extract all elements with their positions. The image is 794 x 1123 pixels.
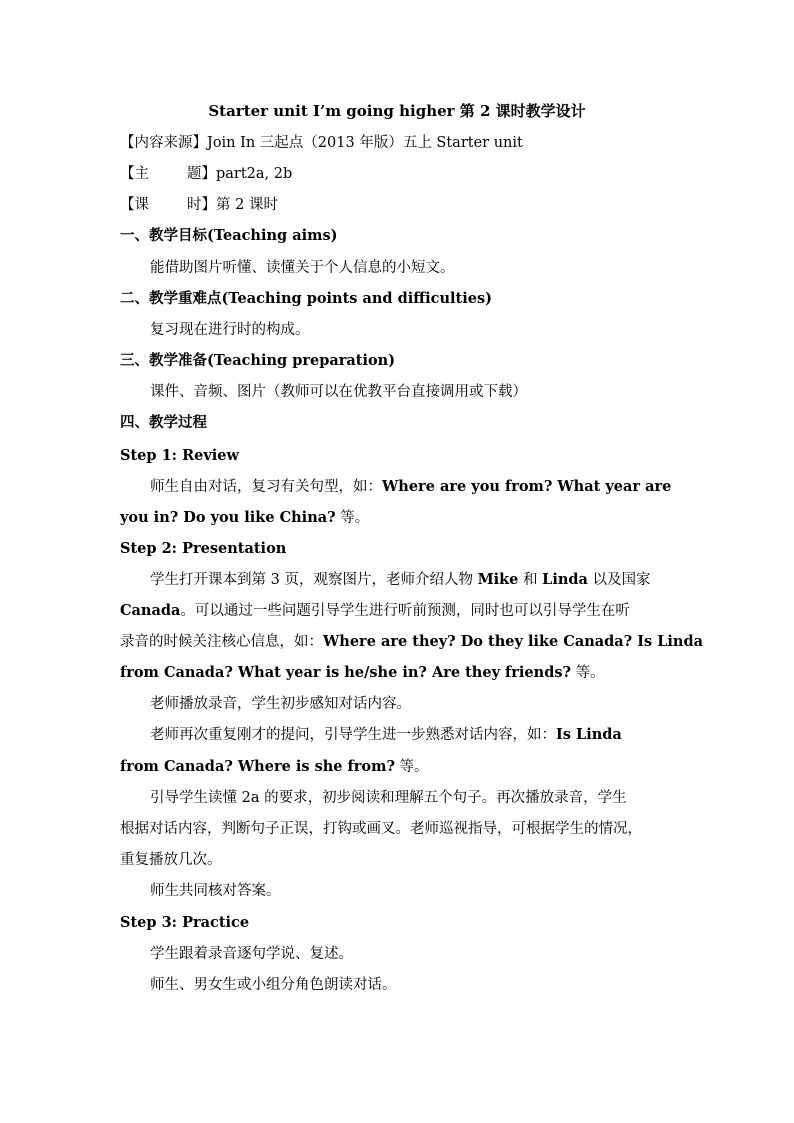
- step2-heading: Step 2: Presentation: [120, 540, 287, 557]
- step1-p1-text-b: Where are you from? What year are: [382, 478, 672, 495]
- aims-text: 能借助图片听懂、读懂关于个人信息的小短文。: [150, 260, 455, 276]
- step2-paragraph1-line-1: [150, 570, 680, 590]
- prep-heading: 三、教学准备(Teaching preparation): [120, 352, 396, 369]
- document-title: Starter unit I’m going higher 第 2 课时教学设计: [208, 102, 586, 120]
- step2-p1-text-h: 录音的时候关注核心信息，如：: [120, 634, 323, 650]
- step2-p1-text-c: 和: [518, 572, 543, 588]
- step1-p1-text-c: you in? Do you like China?: [120, 509, 336, 526]
- step2-p1-text-b: Mike: [477, 571, 519, 588]
- step2-p3-text-d: 等。: [394, 759, 429, 775]
- points-text: 复习现在进行时的构成。: [150, 322, 310, 338]
- step2-paragraph2: 老师播放录音，学生初步感知对话内容。: [150, 696, 411, 712]
- step2-p3-text-a: 老师再次重复刚才的提问，引导学生进一步熟悉对话内容，如：: [150, 727, 556, 743]
- meta-period: [120, 195, 680, 215]
- step3-heading: Step 3: Practice: [120, 914, 250, 931]
- meta-topic-label-a: 【主: [120, 166, 149, 182]
- meta-period-label-a: 【课: [120, 197, 149, 213]
- step3-paragraph1: 学生跟着录音逐句学说、复述。: [150, 946, 353, 962]
- step1-p1-text-d: 等。: [335, 510, 370, 526]
- step2-paragraph4-line-2: 根据对话内容，判断句子正误，打钩或画叉。老师巡视指导，可根据学生的情况，: [120, 821, 642, 837]
- meta-topic-value: part2a, 2b: [216, 166, 293, 182]
- points-heading: 二、教学重难点(Teaching points and difficulties): [120, 290, 493, 307]
- step2-p1-text-a: 学生打开课本到第 3 页，观察图片，老师介绍人物: [150, 572, 478, 588]
- meta-source-value: Join In 三起点（2013 年版）五上 Starter unit: [207, 135, 523, 151]
- step2-p1-text-k: 等。: [571, 665, 605, 681]
- step2-p3-text-b: Is Linda: [556, 726, 622, 743]
- step1-paragraph-line-2: [120, 508, 680, 528]
- meta-topic-label-b: 题】: [187, 166, 216, 182]
- step2-p1-text-f: Canada: [120, 602, 181, 619]
- step1-paragraph-line-1: [150, 477, 680, 497]
- meta-period-label-b: 时】: [187, 197, 216, 213]
- step2-p1-text-d: Linda: [542, 571, 588, 588]
- step2-p1-text-g: 。可以通过一些问题引导学生进行听前预测，同时也可以引导学生在听: [180, 603, 630, 619]
- step2-paragraph4-line-1: 引导学生读懂 2a 的要求，初步阅读和理解五个句子。再次播放录音，学生: [150, 790, 627, 806]
- process-heading: 四、教学过程: [120, 414, 207, 431]
- step2-paragraph1-line-4: [120, 663, 680, 683]
- meta-source-label: 【内容来源】: [120, 135, 207, 151]
- step1-heading: Step 1: Review: [120, 447, 239, 464]
- meta-period-value: 第 2 课时: [216, 197, 278, 213]
- step3-paragraph2: 师生、男女生或小组分角色朗读对话。: [150, 977, 397, 993]
- step2-paragraph1-line-2: [120, 601, 680, 621]
- step2-p1-text-i: Where are they? Do they like Canada? Is Linda: [323, 633, 704, 650]
- step2-paragraph5: 师生共同核对答案。: [150, 883, 281, 899]
- prep-text: 课件、音频、图片（教师可以在优教平台直接调用或下载）: [150, 384, 527, 400]
- meta-source: [120, 133, 680, 153]
- meta-topic: [120, 164, 680, 184]
- step2-p3-text-c: from Canada? Where is she from?: [120, 758, 395, 775]
- step2-paragraph1-line-3: [120, 632, 704, 652]
- step2-paragraph3-line-2: [120, 757, 680, 777]
- step2-p1-text-e: 以及国家: [587, 572, 651, 588]
- step1-p1-text-a: 师生自由对话，复习有关句型，如：: [150, 479, 382, 495]
- aims-heading: 一、教学目标(Teaching aims): [120, 227, 338, 244]
- step2-paragraph4-line-3: 重复播放几次。: [120, 852, 222, 868]
- step2-paragraph3-line-1: [150, 725, 680, 745]
- step2-p1-text-j: from Canada? What year is he/she in? Are they friends?: [120, 664, 572, 681]
